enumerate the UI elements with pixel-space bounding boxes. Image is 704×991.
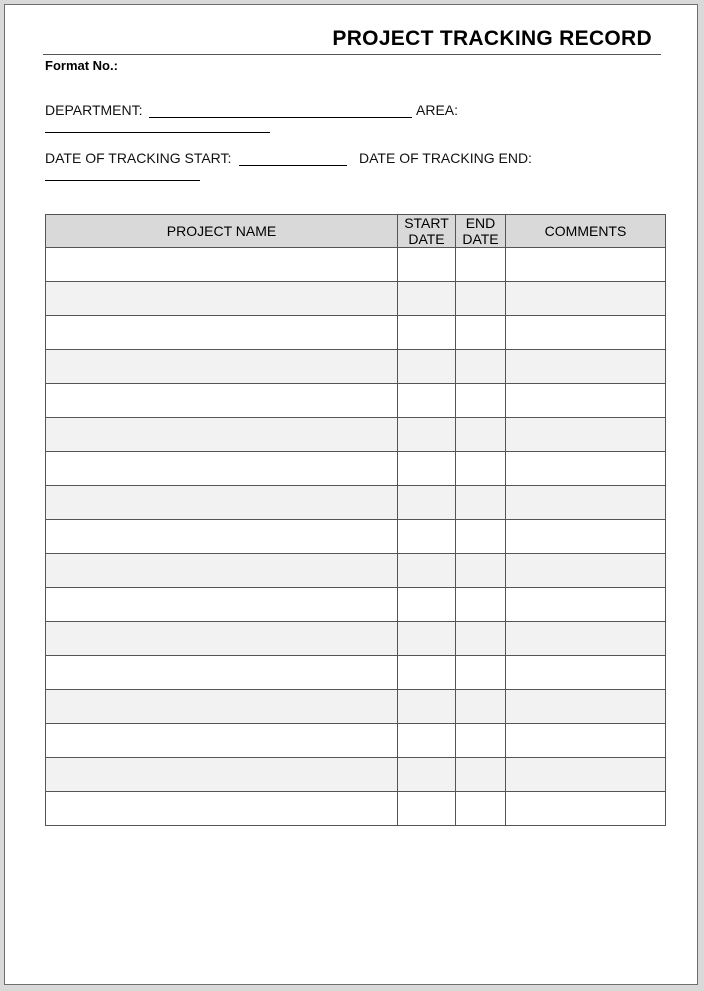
project-name-cell[interactable] — [46, 690, 398, 724]
project-name-cell[interactable] — [46, 452, 398, 486]
table-row — [46, 724, 666, 758]
project-name-cell[interactable] — [46, 656, 398, 690]
table-row — [46, 316, 666, 350]
start-date-cell[interactable] — [398, 350, 456, 384]
table-row — [46, 248, 666, 282]
end-date-cell[interactable] — [456, 418, 506, 452]
project-name-cell[interactable] — [46, 486, 398, 520]
end-date-cell[interactable] — [456, 656, 506, 690]
start-date-header — [398, 215, 456, 248]
table-row — [46, 554, 666, 588]
end-date-cell[interactable] — [456, 622, 506, 656]
table-body — [46, 248, 666, 826]
project-name-cell[interactable] — [46, 248, 398, 282]
comments-cell[interactable] — [506, 690, 666, 724]
tracking-start-label: DATE OF TRACKING START: — [45, 150, 232, 166]
table-row — [46, 520, 666, 554]
project-name-cell[interactable] — [46, 282, 398, 316]
end-date-cell[interactable] — [456, 384, 506, 418]
comments-cell[interactable] — [506, 350, 666, 384]
form-title: PROJECT TRACKING RECORD — [332, 27, 652, 50]
area-label: AREA: — [416, 102, 459, 118]
start-date-cell[interactable] — [398, 316, 456, 350]
end-date-cell[interactable] — [456, 724, 506, 758]
department-label: DEPARTMENT: — [45, 102, 143, 118]
end-date-cell[interactable] — [456, 758, 506, 792]
start-date-cell[interactable] — [398, 384, 456, 418]
end-date-cell[interactable] — [456, 282, 506, 316]
table-row — [46, 656, 666, 690]
title-divider — [43, 54, 661, 55]
table-row — [46, 486, 666, 520]
project-name-cell[interactable] — [46, 520, 398, 554]
comments-cell[interactable] — [506, 724, 666, 758]
end-date-cell[interactable] — [456, 486, 506, 520]
start-date-cell[interactable] — [398, 622, 456, 656]
project-name-cell[interactable] — [46, 724, 398, 758]
comments-cell[interactable] — [506, 486, 666, 520]
project-name-cell[interactable] — [46, 384, 398, 418]
table-header-row — [46, 215, 666, 248]
comments-cell[interactable] — [506, 622, 666, 656]
start-date-cell[interactable] — [398, 418, 456, 452]
area-fill-line[interactable] — [45, 132, 270, 133]
table-row — [46, 622, 666, 656]
tracking-end-label: DATE OF TRACKING END: — [359, 150, 532, 166]
comments-cell[interactable] — [506, 554, 666, 588]
start-date-cell[interactable] — [398, 758, 456, 792]
comments-cell[interactable] — [506, 452, 666, 486]
comments-cell[interactable] — [506, 656, 666, 690]
comments-cell[interactable] — [506, 792, 666, 826]
start-date-cell[interactable] — [398, 248, 456, 282]
end-date-cell[interactable] — [456, 350, 506, 384]
comments-cell[interactable] — [506, 418, 666, 452]
end-date-cell[interactable] — [456, 690, 506, 724]
table-row — [46, 350, 666, 384]
end-date-cell[interactable] — [456, 452, 506, 486]
table-row — [46, 282, 666, 316]
comments-cell[interactable] — [506, 384, 666, 418]
project-name-cell[interactable] — [46, 418, 398, 452]
project-name-cell[interactable] — [46, 622, 398, 656]
comments-cell[interactable] — [506, 282, 666, 316]
end-date-cell[interactable] — [456, 588, 506, 622]
start-date-cell[interactable] — [398, 486, 456, 520]
table-row — [46, 758, 666, 792]
comments-cell[interactable] — [506, 588, 666, 622]
form-page — [4, 4, 698, 985]
table-row — [46, 418, 666, 452]
table-row — [46, 452, 666, 486]
table-row — [46, 792, 666, 826]
project-name-cell[interactable] — [46, 554, 398, 588]
end-date-cell[interactable] — [456, 248, 506, 282]
department-fill-line[interactable] — [149, 117, 412, 118]
start-date-cell[interactable] — [398, 588, 456, 622]
start-date-cell[interactable] — [398, 690, 456, 724]
project-name-cell[interactable] — [46, 758, 398, 792]
end-date-cell[interactable] — [456, 316, 506, 350]
end-date-cell[interactable] — [456, 554, 506, 588]
project-tracking-table — [45, 214, 666, 826]
comments-cell[interactable] — [506, 520, 666, 554]
table-row — [46, 588, 666, 622]
project-name-cell[interactable] — [46, 792, 398, 826]
comments-cell[interactable] — [506, 316, 666, 350]
tracking-end-fill-line[interactable] — [45, 180, 200, 181]
start-date-cell[interactable] — [398, 724, 456, 758]
table-row — [46, 690, 666, 724]
project-name-cell[interactable] — [46, 350, 398, 384]
format-number-label: Format No.: — [45, 58, 118, 73]
start-date-cell[interactable] — [398, 554, 456, 588]
start-date-cell[interactable] — [398, 792, 456, 826]
end-date-header-text: END DATE — [462, 215, 499, 247]
comments-cell[interactable] — [506, 248, 666, 282]
project-name-header: PROJECT NAME — [46, 215, 398, 248]
tracking-start-fill-line[interactable] — [239, 165, 347, 166]
start-date-cell[interactable] — [398, 520, 456, 554]
start-date-cell[interactable] — [398, 282, 456, 316]
end-date-header — [456, 215, 506, 248]
table-row — [46, 384, 666, 418]
start-date-cell[interactable] — [398, 656, 456, 690]
project-name-cell[interactable] — [46, 588, 398, 622]
comments-cell[interactable] — [506, 758, 666, 792]
end-date-cell[interactable] — [456, 520, 506, 554]
start-date-header-text: START DATE — [404, 215, 449, 247]
project-name-cell[interactable] — [46, 316, 398, 350]
comments-header: COMMENTS — [506, 215, 666, 248]
start-date-cell[interactable] — [398, 452, 456, 486]
end-date-cell[interactable] — [456, 792, 506, 826]
